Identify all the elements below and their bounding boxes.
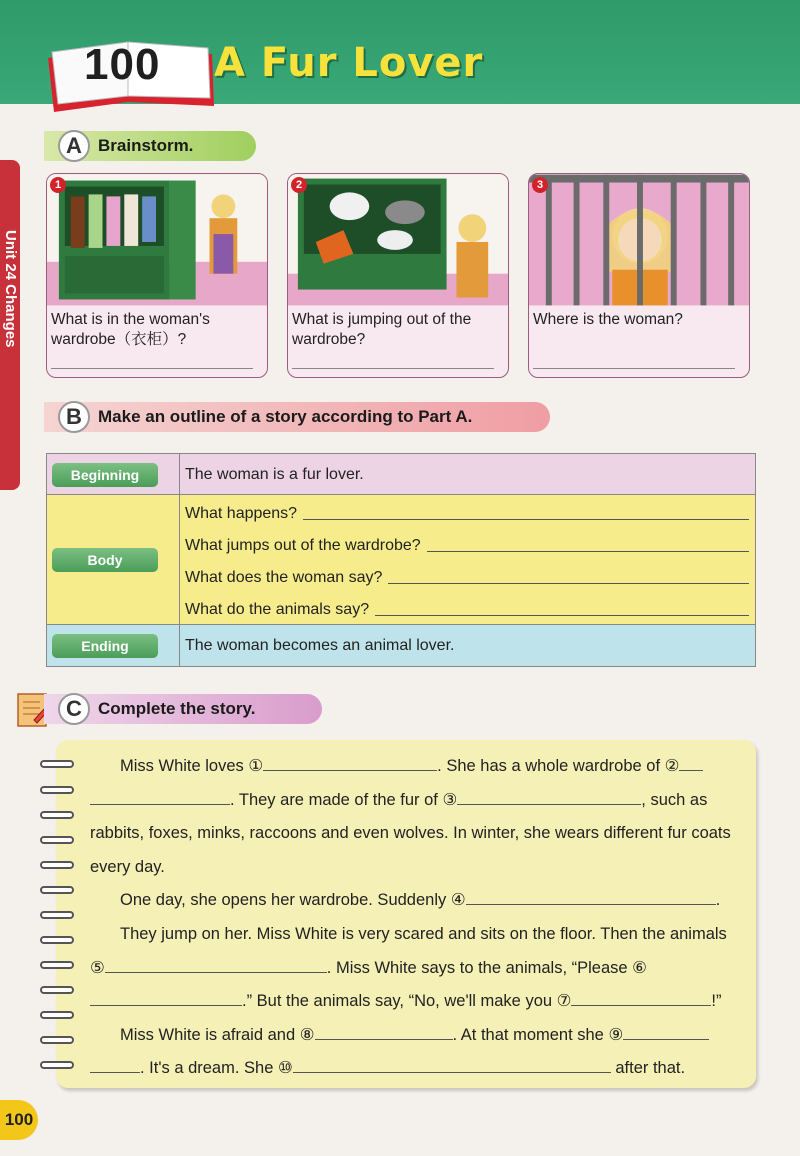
- body-prompt-line: [185, 597, 749, 619]
- section-a-letter: A: [58, 130, 90, 162]
- woman-in-cage-illustration: [529, 174, 749, 306]
- spiral-ring: [40, 760, 74, 768]
- spiral-ring: [40, 811, 74, 819]
- answer-blank[interactable]: [303, 519, 749, 520]
- answer-blank[interactable]: [375, 615, 749, 616]
- story-paragraph-2: [90, 884, 746, 918]
- story-text-run: Miss White loves ①: [120, 757, 264, 775]
- ending-text: The woman becomes an animal lover.: [185, 637, 455, 654]
- story-text-run: . At that moment she ⑨: [452, 1025, 624, 1044]
- answer-line[interactable]: [533, 368, 735, 369]
- spiral-ring: [40, 986, 74, 994]
- spiral-ring: [40, 936, 74, 944]
- beginning-text: The woman is a fur lover.: [185, 466, 364, 483]
- card-number-badge: 1: [50, 177, 66, 193]
- story-paragraph-3: [90, 918, 746, 1019]
- story-paragraph-1: [90, 750, 746, 884]
- story-text-run: . It's a dream. She ⑩: [140, 1059, 293, 1078]
- blank-2-cont[interactable]: [90, 787, 230, 805]
- story-text-run: , such as rabbits, foxes, minks, raccoons and even wolves. In winter, she wears different fur coats every day.: [90, 790, 731, 876]
- story-paragraph-4: [90, 1019, 746, 1086]
- animals-jumping-illustration: [288, 174, 508, 306]
- outline-row-body: [47, 495, 755, 625]
- blank-9[interactable]: [623, 1022, 709, 1040]
- blank-4[interactable]: [466, 887, 716, 905]
- card-number-badge: 2: [291, 177, 307, 193]
- row-label-cell: [47, 454, 180, 494]
- spiral-ring: [40, 1036, 74, 1044]
- story-text-run: after that.: [615, 1059, 686, 1078]
- spiral-ring: [40, 861, 74, 869]
- section-a-heading: [44, 131, 256, 161]
- story-text-run: . She has a whole wardrobe of ②: [437, 757, 680, 775]
- story-text-run: They jump on her. Miss White is very scared and sits on the floor. Then the animals ⑤: [90, 924, 727, 977]
- page-number: 100: [0, 1100, 38, 1140]
- blank-1[interactable]: [263, 753, 437, 771]
- story-text-run: . They are made of the fur of ③: [230, 790, 458, 809]
- card-question: What is jumping out of the wardrobe?: [292, 311, 472, 348]
- blank-7[interactable]: [571, 988, 711, 1006]
- brainstorm-card-2: [287, 173, 509, 378]
- story-outline-table: [46, 453, 756, 667]
- page-title: A Fur Lover: [214, 40, 484, 86]
- spiral-ring: [40, 886, 74, 894]
- brainstorm-card-3: [528, 173, 750, 378]
- body-prompt-line: [185, 501, 749, 523]
- answer-line[interactable]: [292, 368, 494, 369]
- body-prompt-line: [185, 565, 749, 587]
- section-c-title: Complete the story.: [98, 699, 256, 718]
- body-prompt-line: [185, 533, 749, 555]
- answer-line[interactable]: [51, 368, 253, 369]
- blank-10[interactable]: [293, 1055, 611, 1073]
- outline-row-beginning: [47, 454, 755, 495]
- brainstorm-card-1: [46, 173, 268, 378]
- story-text-run: . Miss White says to the animals, “Please ⑥: [326, 958, 647, 977]
- story-text-run: One day, she opens her wardrobe. Suddenly ④: [120, 891, 466, 910]
- card-question: What is in the woman's wardrobe（衣柜）?: [51, 311, 210, 348]
- section-b-letter: B: [58, 401, 90, 433]
- story-text-run: .” But the animals say, “No, we'll make you ⑦: [242, 992, 572, 1011]
- blank-2[interactable]: [679, 753, 703, 771]
- blank-5[interactable]: [105, 955, 327, 973]
- blank-6[interactable]: [90, 988, 242, 1006]
- answer-blank[interactable]: [427, 551, 749, 552]
- outline-row-ending: [47, 625, 755, 666]
- blank-9-cont[interactable]: [90, 1055, 140, 1073]
- lesson-number: 100: [84, 40, 161, 89]
- unit-tab-label: Unit 24 Changes: [2, 230, 19, 348]
- blank-3[interactable]: [457, 787, 641, 805]
- section-c-heading: [44, 694, 322, 724]
- section-a-title: Brainstorm.: [98, 136, 194, 155]
- spiral-ring: [40, 1011, 74, 1019]
- spiral-ring: [40, 786, 74, 794]
- story-text-run: Miss White is afraid and ⑧: [120, 1025, 315, 1044]
- unit-side-tab: [0, 160, 20, 490]
- section-b-title: Make an outline of a story according to Part A.: [98, 407, 473, 426]
- row-label-cell: [47, 495, 180, 624]
- body-prompt: What does the woman say?: [185, 569, 383, 586]
- wardrobe-fur-coats-illustration: [47, 174, 267, 306]
- answer-blank[interactable]: [388, 583, 749, 584]
- spiral-ring: [40, 911, 74, 919]
- story-text-run: .: [715, 891, 721, 910]
- beginning-badge: Beginning: [52, 463, 158, 487]
- card-number-badge: 3: [532, 177, 548, 193]
- row-label-cell: [47, 625, 180, 666]
- spiral-ring: [40, 1061, 74, 1069]
- story-text-run: !”: [711, 992, 722, 1011]
- story-text: [90, 750, 746, 1086]
- body-badge: Body: [52, 548, 158, 572]
- body-prompt: What jumps out of the wardrobe?: [185, 537, 421, 554]
- blank-8[interactable]: [315, 1022, 453, 1040]
- body-prompt: What happens?: [185, 505, 298, 522]
- section-b-heading: [44, 402, 550, 432]
- section-c-letter: C: [58, 693, 90, 725]
- body-prompt: What do the animals say?: [185, 601, 370, 618]
- spiral-ring: [40, 836, 74, 844]
- spiral-ring: [40, 961, 74, 969]
- card-question: Where is the woman?: [533, 311, 683, 328]
- ending-badge: Ending: [52, 634, 158, 658]
